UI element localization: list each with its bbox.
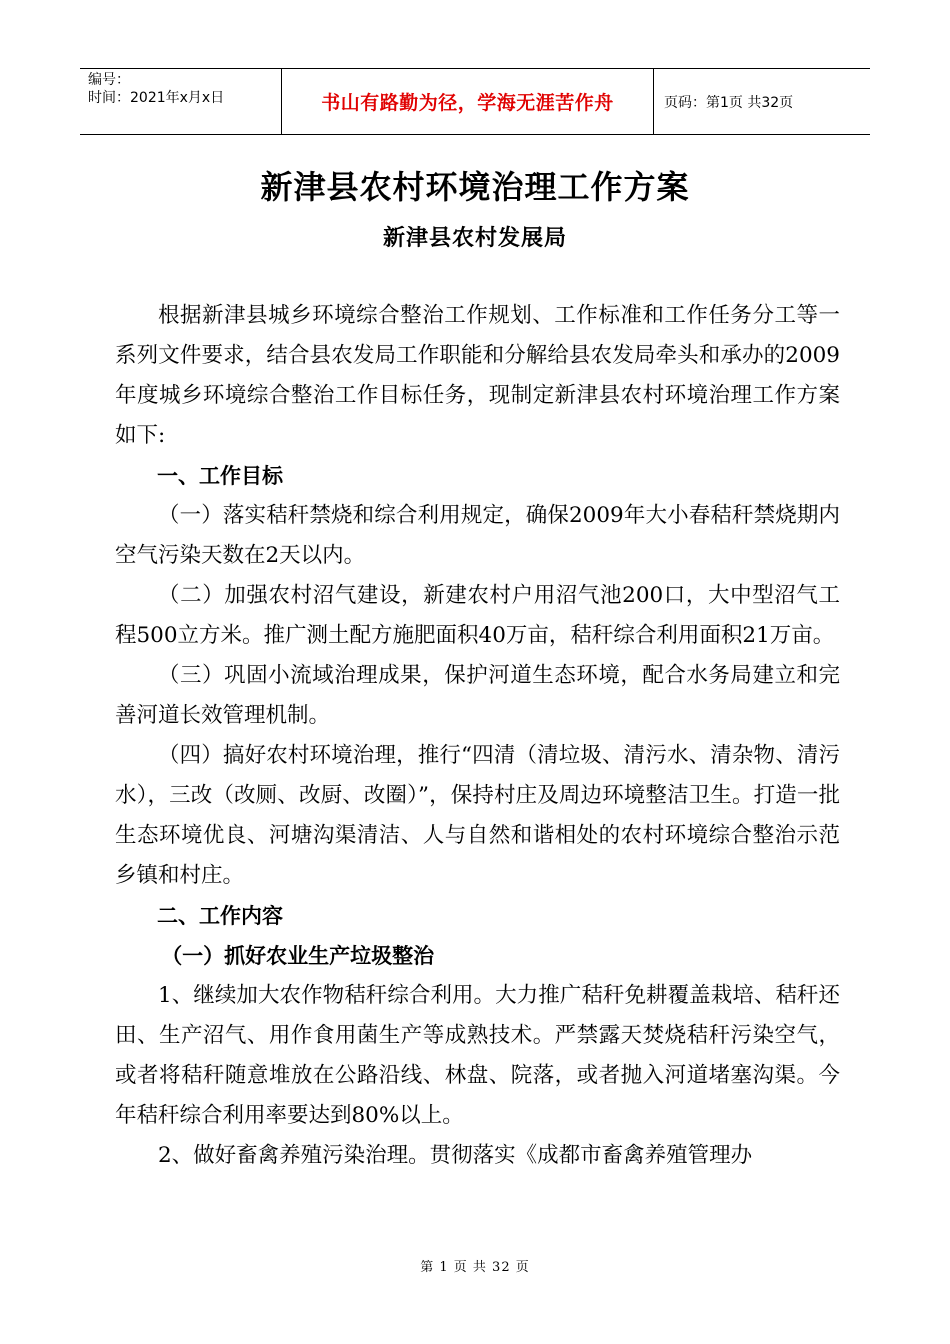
paragraph-goal-2: （二）加强农村沼气建设，新建农村户用沼气池200口，大中型沼气工程500立方米。推广测土配方施肥面积40万亩，秸秆综合利用面积21万亩。 (115, 583, 840, 648)
section-heading-content: 二、工作内容 (157, 904, 283, 928)
paragraph-goal-4: （四）搞好农村环境治理，推行“四清（清垃圾、清污水、清杂物、清污水），三改（改厕、改厨、改圈）”，保持村庄及周边环境整洁卫生。打造一批生态环境优良、河塘沟渠清洁、人与自然和谐相处的农村环境综合整治示范乡镇和村庄。 (115, 743, 840, 888)
document-subtitle: 新津县农村发展局 (382, 225, 567, 251)
document-header (80, 68, 870, 135)
number-label: 编号： (88, 72, 130, 88)
page-footer: 第 1 页 共 32 页 (420, 1260, 530, 1275)
page-info: 页码：第1页 共32页 (664, 94, 794, 111)
header-page-cell (654, 69, 870, 134)
paragraph-intro: 根据新津县城乡环境综合整治工作规划、工作标准和工作任务分工等一系列文件要求，结合县农发局工作职能和分解给县农发局牵头和承办的2009年度城乡环境综合整治工作目标任务，现制定新津县农村环境治理工作方案如下: (115, 303, 840, 448)
header-meta (80, 69, 281, 134)
time-label: 时间：2021年x月x日 (88, 90, 225, 106)
paragraph-content-1: 1、继续加大农作物秸秆综合利用。大力推广秸秆免耕覆盖栽培、秸秆还田、生产沼气、用作食用菌生产等成熟技术。严禁露天焚烧秸秆污染空气，或者将秸秆随意堆放在公路沿线、林盘、院落，或者抛入河道堵塞沟渠。今年秸秆综合利用率要达到80%以上。 (115, 983, 840, 1128)
paragraph-goal-3: （三）巩固小流域治理成果，保护河道生态环境，配合水务局建立和完善河道长效管理机制。 (115, 663, 840, 728)
section-heading-goals: 一、工作目标 (157, 464, 283, 488)
paragraph-goal-1: （一）落实秸秆禁烧和综合利用规定，确保2009年大小春秸秆禁烧期内空气污染天数在2天以内。 (115, 503, 840, 568)
subsection-heading: （一）抓好农业生产垃圾整治 (161, 944, 435, 968)
document-title: 新津县农村环境治理工作方案 (260, 168, 690, 206)
document-body (115, 296, 840, 1176)
motto-text: 书山有路勤为径，学海无涯苦作舟 (321, 92, 614, 114)
paragraph-content-2: 2、做好畜禽养殖污染治理。贯彻落实《成都市畜禽养殖管理办 (158, 1143, 753, 1168)
header-motto-cell (281, 69, 654, 134)
